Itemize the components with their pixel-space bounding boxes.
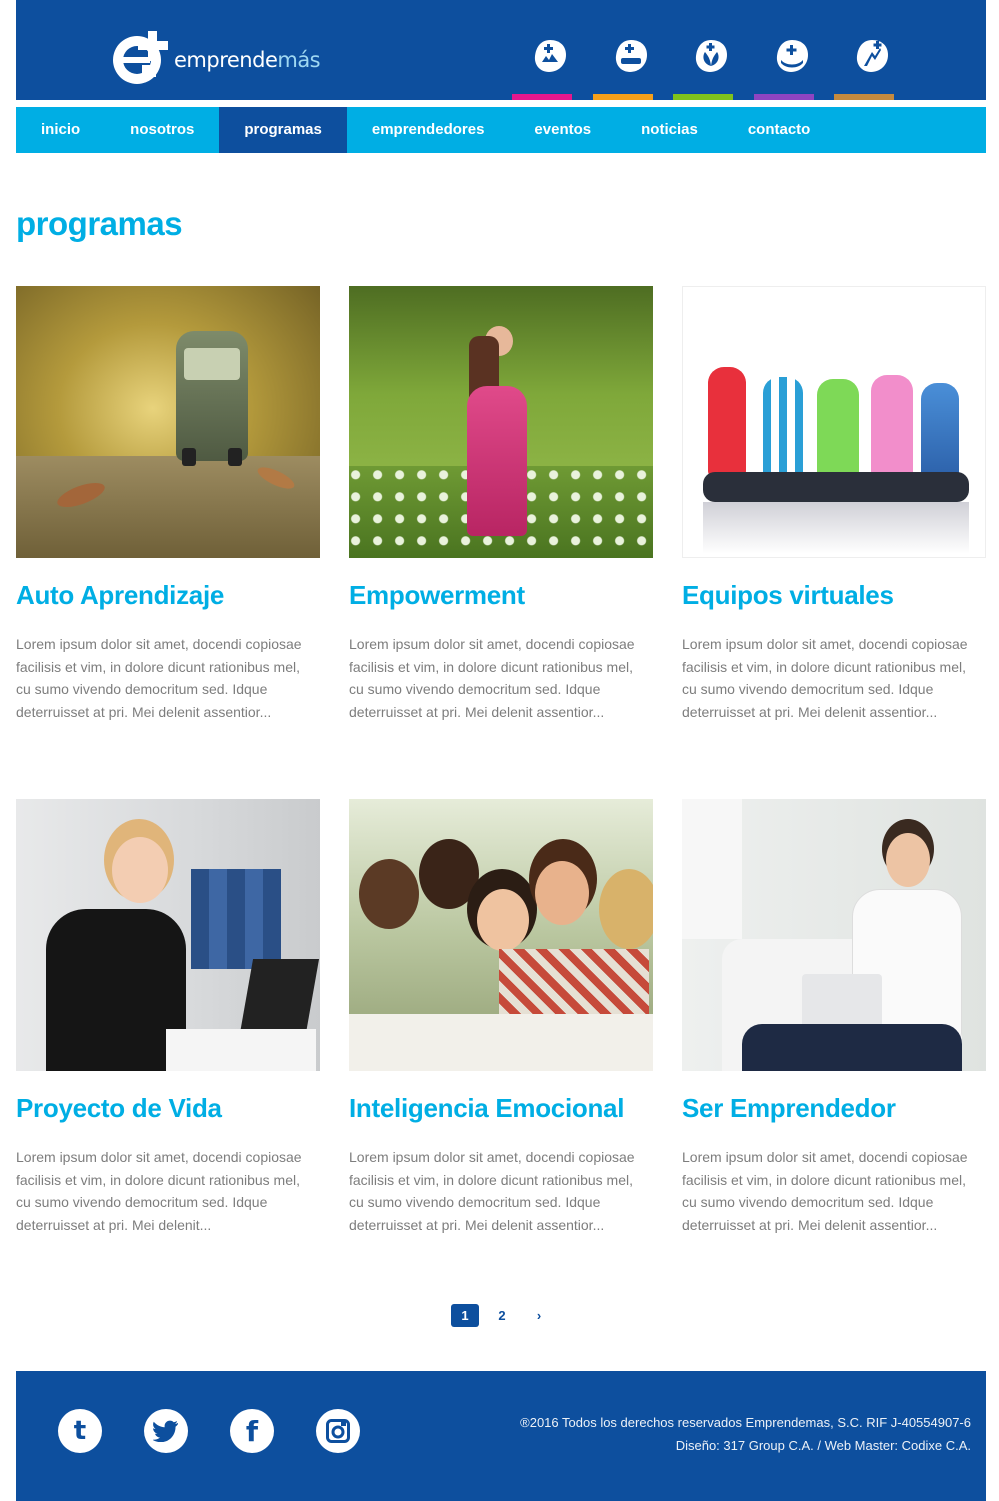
- launch-icon: [854, 38, 890, 74]
- header-link-collaboration[interactable]: [511, 0, 592, 100]
- nav-item-contacto[interactable]: contacto: [747, 121, 811, 138]
- program-excerpt: Lorem ipsum dolor sit amet, docendi copiosae facilisis et vim, in dolore dicunt rationibus mel, cu sumo vivendo democritum sed. Idque deterruisset at pri. Mei delenit assentior...: [682, 1149, 968, 1233]
- program-card: [682, 286, 987, 723]
- nav-item-programas[interactable]: programas: [219, 107, 347, 153]
- header-link-growth[interactable]: [672, 0, 753, 100]
- program-card: [682, 799, 987, 1236]
- page-title: programas: [16, 205, 183, 242]
- nav-item-eventos[interactable]: eventos: [534, 121, 592, 138]
- program-image-students-class[interactable]: [349, 799, 653, 1071]
- social-links: [58, 1409, 402, 1453]
- site-header: [16, 0, 986, 100]
- program-title[interactable]: Inteligencia Emocional: [349, 1093, 625, 1123]
- program-image-woman-office[interactable]: [16, 799, 320, 1071]
- instagram-camera-icon: [326, 1419, 350, 1443]
- program-card: [16, 799, 321, 1236]
- program-excerpt: Lorem ipsum dolor sit amet, docendi copiosae facilisis et vim, in dolore dicunt rationibus mel, cu sumo vivendo democritum sed. Idque deterruisset at pri. Mei delenit assentior...: [349, 1149, 635, 1233]
- ideas-icon: [613, 38, 649, 74]
- page-2-button[interactable]: 2: [498, 1308, 506, 1323]
- header-link-support[interactable]: [753, 0, 834, 100]
- support-color-bar: [754, 94, 814, 100]
- program-card: [349, 286, 654, 723]
- program-title[interactable]: Empowerment: [349, 580, 525, 610]
- site-logo[interactable]: [110, 26, 320, 86]
- launch-color-bar: [834, 94, 894, 100]
- logo-text: emprendemás: [174, 48, 321, 72]
- program-title[interactable]: Equipos virtuales: [682, 580, 894, 610]
- program-excerpt: Lorem ipsum dolor sit amet, docendi copiosae facilisis et vim, in dolore dicunt rationibus mel, cu sumo vivendo democritum sed. Idque deterruisset at pri. Mei delenit assentior...: [16, 636, 302, 720]
- twitter-icon[interactable]: [144, 1409, 188, 1453]
- main-navigation: [16, 107, 986, 153]
- facebook-icon[interactable]: [230, 1409, 274, 1453]
- copyright-text: ®2016 Todos los derechos reservados Emprendemas, S.C. RIF J-40554907-6: [520, 1415, 971, 1430]
- pagination: [451, 1304, 562, 1327]
- nav-item-inicio[interactable]: inicio: [41, 121, 81, 138]
- credits-text: Diseño: 317 Group C.A. / Web Master: Codixe C.A.: [675, 1438, 971, 1453]
- page-1-button[interactable]: 1: [451, 1304, 479, 1327]
- program-card: [349, 799, 654, 1236]
- tumblr-icon[interactable]: [58, 1409, 102, 1453]
- program-excerpt: Lorem ipsum dolor sit amet, docendi copiosae facilisis et vim, in dolore dicunt rationibus mel, cu sumo vivendo democritum sed. Idque deterruisset at pri. Mei delenit...: [16, 1149, 302, 1233]
- program-image-man-laptop[interactable]: [682, 799, 986, 1071]
- collaboration-color-bar: [512, 94, 572, 100]
- logo-mark-icon: [110, 27, 172, 85]
- facebook-glyph: f: [245, 1414, 259, 1448]
- nav-item-nosotros[interactable]: nosotros: [130, 121, 195, 138]
- nav-item-emprendedores[interactable]: emprendedores: [371, 121, 485, 138]
- program-image-vintage-van[interactable]: [16, 286, 320, 558]
- program-title[interactable]: Proyecto de Vida: [16, 1093, 222, 1123]
- site-footer: [16, 1371, 986, 1501]
- header-icon-bar: [511, 0, 914, 100]
- tumblr-glyph: t: [73, 1416, 87, 1446]
- next-page-button[interactable]: ›: [536, 1308, 542, 1323]
- ideas-color-bar: [593, 94, 653, 100]
- program-image-team-celebrating[interactable]: [682, 286, 986, 558]
- growth-icon: [693, 38, 729, 74]
- instagram-icon[interactable]: [316, 1409, 360, 1453]
- program-card: [16, 286, 321, 723]
- program-title[interactable]: Auto Aprendizaje: [16, 580, 225, 610]
- program-image-woman-field[interactable]: [349, 286, 653, 558]
- support-icon: [774, 38, 810, 74]
- growth-color-bar: [673, 94, 733, 100]
- nav-item-noticias[interactable]: noticias: [641, 121, 698, 138]
- program-excerpt: Lorem ipsum dolor sit amet, docendi copiosae facilisis et vim, in dolore dicunt rationibus mel, cu sumo vivendo democritum sed. Idque deterruisset at pri. Mei delenit assentior...: [682, 636, 968, 720]
- program-excerpt: Lorem ipsum dolor sit amet, docendi copiosae facilisis et vim, in dolore dicunt rationibus mel, cu sumo vivendo democritum sed. Idque deterruisset at pri. Mei delenit assentior...: [349, 636, 635, 720]
- footer-legal: [520, 1411, 971, 1457]
- twitter-bird-icon: [153, 1420, 179, 1442]
- header-link-ideas[interactable]: [592, 0, 673, 100]
- header-link-launch[interactable]: [833, 0, 914, 100]
- program-title[interactable]: Ser Emprendedor: [682, 1093, 896, 1123]
- collaboration-icon: [532, 38, 568, 74]
